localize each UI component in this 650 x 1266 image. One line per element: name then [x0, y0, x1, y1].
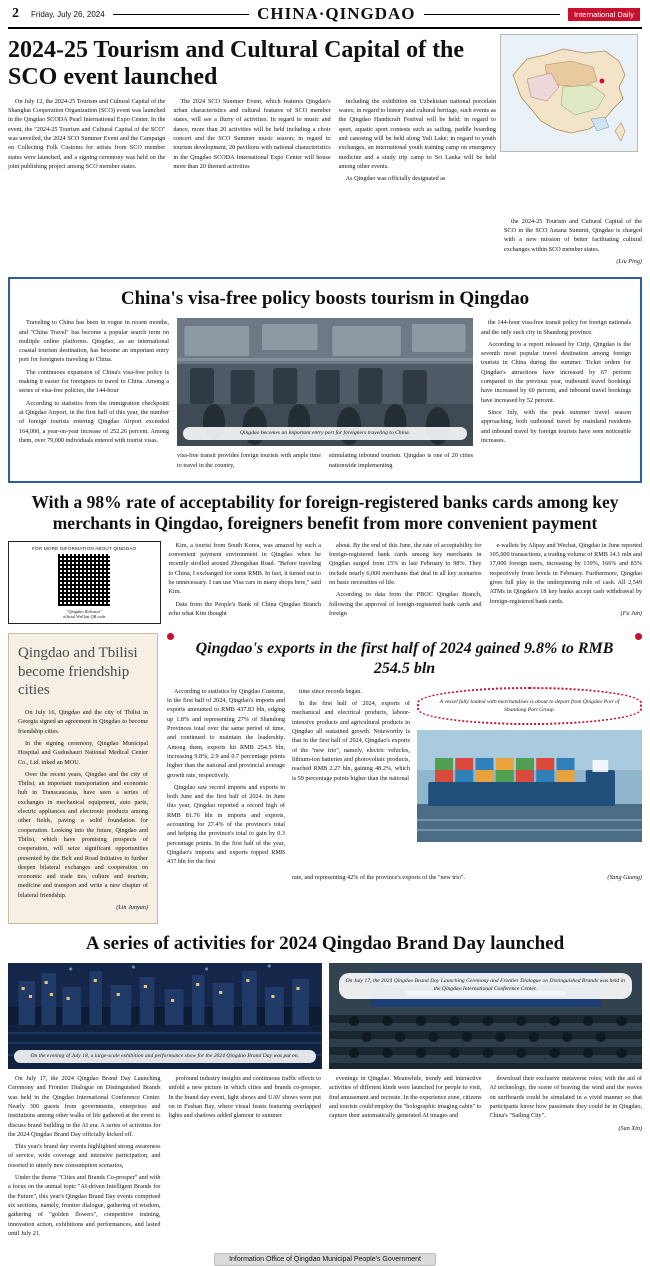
story2-col-right-text: the 144-hour visa-free transit policy for foreign nationals and the only such city in Shandong province.	[481, 319, 631, 336]
story5-headline: Qingdao's exports in the first half of 2024 gained 9.8% to RMB 254.5 bln	[195, 639, 614, 677]
story-visa-free-policy	[8, 277, 642, 483]
story1-col2-text: The 2024 SCO Summer Event, which features Qingdao's urban characteristics and cultural features of SCO member states, will see a flurry of activities. In regard to music and dance, more than 20 activities will be held including a choir concert and the SCO Summer music season; in regard to tourism development, 20 pavilions with national characteristics in the Qingdao SCODA International Expo Center will house more than 20 themed activities	[173, 97, 331, 170]
story-qingdao-exports	[167, 633, 642, 924]
page-footer	[8, 1248, 642, 1266]
story1-col3-text: including the exhibition on Uzbekistan national porcelain wares; in regard to history and cultural heritage, such events as the Qingdao Handicraft Festival will be held; in regard to sport, aquatic sport contests such as sailing, paddle boarding and canoeing will be held along Yuli Lake; in regard to youth exchanges, an international youth training camp on emergency medicine and a study trip camp to Sri Lanka will be held among other events.	[338, 97, 496, 170]
qr-box-title: FOR MORE INFORMATION ABOUT QINGDAO	[32, 545, 137, 551]
story-sco-tourism-capital	[8, 29, 642, 269]
story1-headline: 2024-25 Tourism and Cultural Capital of the SCO event launched	[8, 37, 465, 90]
story-foreign-bank-cards	[8, 492, 642, 624]
qr-caption-italic: "Qingdao Releases"	[66, 608, 102, 614]
story5-columns	[167, 687, 642, 870]
story5-col-2	[292, 687, 410, 870]
story3-qr-column	[8, 541, 161, 624]
story3-col-4	[490, 541, 643, 624]
story6-col4-text: download their exclusive metaverse roles; with the aid of AI technology, the scene of braving the wind and the waves on surfboards could be simulated in a vivid manner so that participants know how passionate they could be in Qingdao, China's "Sailing City".	[489, 1075, 642, 1120]
story6-col1-text: On July 17, the 2024 Qingdao Brand Day Launching Ceremony and Frontier Dialogue on Distinguished Brands was held in the Qingdao International Conference Center. Nearly 300 guests from governments, enterprises and institutions among other walks of life gathered at the event to discuss brand building in the AI era. A series of activities for the 2024 Qingdao Brand Day officially kicked off.	[8, 1075, 161, 1138]
story6-col2-text: profound industry insights and continuous traffic effects to unfold a new picture in which cities and brands co-prosper. In the brand day event, light shows and UAV shows were put on in Fushan Bay, where visual feasts featuring overlapped lights and shadows added glamour to summer	[168, 1075, 321, 1120]
story2-col-right-text-cont-2: According to a report released by Ctrip, Qingdao is the seventh most popular travel destination among foreign tourists in China during the summer. Ticket orders for Qingdao's attractions have increased by 67 percent compared to the previous year, outbound travel bookings have increased by 60 percent, and inbound travel bookings have increased by 52 percent.	[481, 340, 631, 404]
story6-col-3	[329, 1074, 482, 1241]
masthead-rule-left	[113, 14, 249, 15]
story3-byline: (Fu Jun)	[620, 609, 642, 617]
decorative-dot-left	[167, 633, 174, 640]
story6-col1-text-cont-2: This year's brand day events highlighted strong awareness of service, wide coverage and intensive participation, and resorted to utterly new consumption scenarios,	[8, 1143, 161, 1169]
story2-col-right-text-cont-1: Since July, with the peak summer travel season approaching, both outbound travel by mainland residents and inbound travel by foreign tourists have seen noticeable increases.	[481, 408, 631, 444]
story3-col3-text-cont-1: According to data from the PBOC Qingdao Branch, following the approval of foreign-registered bank cards and foreign	[329, 591, 482, 617]
story4-body-cont-1: Over the recent years, Qingdao and the city of Tbilisi, an important transportation and economic hub in Transcaucasia, have seen a series of exchanges in mechanical equipment, auto parts, electric appliances and electronic products among other fields, paving a solid foundation for cooperation. Looking into the future, Qingdao and Tbilisi, which have promising prospects of cooperation, will seize significant opportunities presented by the Belt and Road Initiative to further deepen bilateral exchanges and cooperation on economic and trade ties, culture and tourism, medicine and transport and write a new chapter of bilateral friendship.	[18, 770, 148, 899]
china-map-image	[500, 34, 638, 152]
story2-col1-text-cont-2: The continuous expansion of China's visa-free policy is making it easier for foreigners to travel to China. Among a series of visa-free policies, the 144-hour	[19, 368, 169, 395]
story6-photos	[8, 963, 642, 1069]
story6-byline: (Sun Xin)	[618, 1124, 642, 1132]
story4-body-wrap	[18, 708, 148, 912]
story6-headline: A series of activities for 2024 Qingdao Brand Day launched	[85, 933, 565, 955]
story5-col1-text-cont-1: Qingdao saw record imports and exports in both June and the first half of 2024. In June this year, Qingdao reported a record high of RMB 81.76 bln in imports and exports, accounting for 27.4% of the province's total and helping the province's total to gain by 0.3 percentage points. In the first half of the year, Qingdao's imports and exports topped RMB 437 bln for the first	[167, 783, 285, 866]
story5-col-1	[167, 687, 285, 870]
story3-col-2	[169, 541, 322, 624]
story6-col-2	[169, 1074, 322, 1241]
footer-label: Information Office of Qingdao Municipal People's Government	[214, 1253, 436, 1266]
story6-col-4	[490, 1074, 643, 1241]
story1-col1-text: On July 12, the 2024-25 Tourism and Cultural Capital of the Shanghai Cooperation Organization (SCO) event was launched in the Qingdao SCODA Pearl International Expo Center. In the event, the "2024-25 Tourism and Cultural Capital of the SCO" was unveiled, the 2024 SCO Summer Event and the Campaign on Collecting Folk Customs for artists from SCO member states were launched, and a signing ceremony was held on the joint publishing project among SCO member states.	[8, 97, 166, 170]
story5-col1-text: According to statistics by Qingdao Customs, in the first half of 2024, Qingdao's imports and exports amounted to RMB 437.83 bln, edging up 1.8% and representing 27% of Shandong Provinces total over the same period of time, and continued to maintain the leadership. Among them, exports hit RMB 254.5 bln, increasing 9.8%, 2.9 and 0.7 percentage points higher than the national and provincial average growth rate, respectively.	[167, 687, 285, 779]
story2-col-right	[481, 318, 631, 473]
story6-col-1	[8, 1074, 161, 1241]
decorative-dot-right	[635, 633, 642, 640]
story5-footer-text: rate, and representing 42% of the province's exports of the "new trio".	[292, 874, 466, 882]
story3-col3-text: about. By the end of this June, the rate of acceptability for foreign-registered bank cards among key merchants in Qingdao surged from 15% in late February to 98%. They include nearly 6,000 merchants that deal in all key scenarios on basic necessities of life.	[329, 541, 482, 587]
story2-col1-text: Traveling to China has been in vogue in recent months, and "China Travel" has become a popular search term on multiple online platforms. Qingdao, as an international coastal tourism destination, has become an important entry port for foreigners traveling to China.	[19, 319, 169, 364]
story6-photo-note: On July 17, the 2024 Qingdao Brand Day Launching Ceremony and Frontier Dialogue on Distinguished Brands was held in the Qingdao International Conference Center.	[339, 973, 633, 999]
story2-photo-caption: Qingdao becomes an important entry port for foreigners traveling to China.	[183, 427, 467, 441]
story6-col1-text-cont-1: Under the theme "Cities and Brands Co-prosper" and with a focus on the annual topic "AI-driven Intelligent Brands for the Future", this year's Qingdao Brand Day events comprised six sections, namely, frontier dialogue, gathering of wisdom, gathering of "golden flowers", competitive training, innovation action, exhibitions and performances, and lasted until July 21.	[8, 1174, 161, 1237]
story-brand-day	[8, 933, 642, 1241]
story5-callout-bubble: A vessel fully loaded with merchandises is about to depart from Qingdao Port of Shandong Port Group.	[417, 687, 642, 725]
story1-col3-text-cont-1: As Qingdao was officially designated as	[345, 175, 446, 183]
story5-col2-text-cont-1: In the first half of 2024, exports of mechanical and electrical products, labour-intensive products and agricultural products in Qingdao all sustained growth. Noteworthy is that in the first half of 2024, Qingdao's exports of the "new trio", namely, electric vehicles, lithium-ion batteries and photovoltaic products, reached RMB 2.27 bln, gaining 48.2%, which is 59 percentage points higher than the national	[292, 700, 410, 782]
story3-col-3	[329, 541, 482, 624]
story5-col2-text: time since records began.	[299, 687, 362, 695]
story5-footer-spacer	[167, 873, 285, 885]
story1-col-1	[8, 97, 165, 269]
story2-grid	[19, 318, 631, 473]
story3-headline: With a 98% rate of acceptability for foreign-registered banks cards among key merchants in Qingdao, foreigners benefit from more convenient payment	[31, 491, 619, 533]
conference-photo	[329, 963, 643, 1069]
story1-col-3	[339, 97, 496, 269]
middle-band	[8, 633, 642, 924]
story-qingdao-tbilisi-friendship	[8, 633, 158, 924]
story6-col3-text: evenings in Qingdao. Meanwhile, trendy and interactive activities of different kinds were launched for people to visit, find amusement and recreate. In the experience zone, citizens and tourists could employ the "holographic imaging cabin" to capture their automatically generated AI images and	[329, 1075, 482, 1120]
story3-col2-text-cont-1: Data from the People's Bank of China Qingdao Branch echo what Kim thought	[168, 600, 321, 617]
masthead-badge: International Daily	[568, 8, 640, 21]
story5-photo-column	[417, 687, 642, 870]
story1-byline: (Liu Ping)	[616, 257, 642, 265]
story1-col4-text: the 2024-25 Tourism and Cultural Capital of the SCO in the SCO Astana Summit, Qingdao is charged with a new mission of better facilitating cultural exchanges within SCO member states.	[503, 217, 642, 253]
story3-columns	[8, 541, 642, 624]
story6-columns	[8, 1074, 642, 1241]
story2-photo-wrap	[177, 318, 473, 473]
story2-under-col2-text: stimulating inbound tourism. Qingdao is one of 20 cities nationwide implementing	[329, 452, 473, 469]
airport-immigration-photo	[177, 318, 473, 446]
masthead-rule-right	[424, 14, 560, 15]
story2-col-1	[19, 318, 169, 473]
masthead-title: CHINA·QINGDAO	[257, 4, 416, 23]
story2-under-col1-text: visa-free transit provides foreign tourists with ample time to travel in the country,	[177, 452, 321, 469]
story3-col4-text: e-wallets by Alipay and Wechat, Qingdao in June reported 105,000 transactions, a trading volume of RMB 14.1 mln and 17,000 foreign users, increasing by 139%, 166% and 83% respectively from levels in February. Furthermore, Qingdao gives full play to the underpinning role of cash. All 2,549 ATMs in Qingdao's 18 key banks accept cash withdrawal by foreign-registered bank cards.	[489, 541, 642, 605]
story2-under-columns	[177, 451, 473, 473]
story4-byline: (Lin Junyan)	[116, 904, 148, 912]
story6-photo-caption: On the evening of July 18, a large-scale exhibition and performance show for the 2024 Qingdao Brand Day was put on.	[14, 1050, 316, 1064]
story3-col2-text: Kim, a tourist from South Korea, was amazed by such a convenient payment environment in Qingdao when he recently strolled around Zhongshan Road. "Before traveling to China, I exchanged for some RMB. In fact, it turned out to be unnecessary. I can use Visa cars in many shops here," said Kim.	[168, 541, 321, 596]
night-show-photo	[8, 963, 322, 1069]
masthead-date: Friday, July 26, 2024	[31, 9, 105, 19]
qr-caption-sub: official WeChat QR code	[63, 613, 106, 619]
story5-byline-wrap	[532, 873, 642, 885]
china-map-svg	[501, 35, 637, 151]
story5-footer-line	[167, 873, 642, 885]
story2-col1-text-cont-1: According to statistics from the immigration checkpoint at Qingdao Airport, in the first half of this year, the number of foreign tourists entering Qingdao Airport exceeded 164,000, a year-on-year increase of 252.26 percent. Among them, over 79,000 individuals entered with tourist visas.	[19, 399, 169, 444]
story1-col-2	[173, 97, 330, 269]
story5-byline: (Yang Guang)	[607, 874, 642, 882]
story2-under-col-1	[177, 451, 321, 473]
port-vessel-photo	[417, 730, 642, 842]
story2-headline: China's visa-free policy boosts tourism in Qingdao	[120, 288, 530, 310]
story4-headline: Qingdao and Tbilisi become friendship cities	[18, 644, 138, 699]
qr-code-image[interactable]	[58, 554, 110, 606]
story5-footer-text-wrap	[292, 873, 525, 885]
port-photo-svg	[417, 730, 642, 842]
page-number: 2	[12, 6, 19, 21]
qr-info-box	[8, 541, 161, 624]
story2-under-col-2	[329, 451, 473, 473]
story4-body-cont-2: In the signing ceremony, Qingdao Municipal Hospital and Gudushauri National Medical Center Co., Ltd. inked an MOU.	[18, 739, 148, 766]
story4-body: On July 16, Qingdao and the city of Tbilisi in Georgia signed an agreement in Qingdao to become friendship cities.	[18, 709, 148, 735]
masthead	[8, 0, 642, 29]
